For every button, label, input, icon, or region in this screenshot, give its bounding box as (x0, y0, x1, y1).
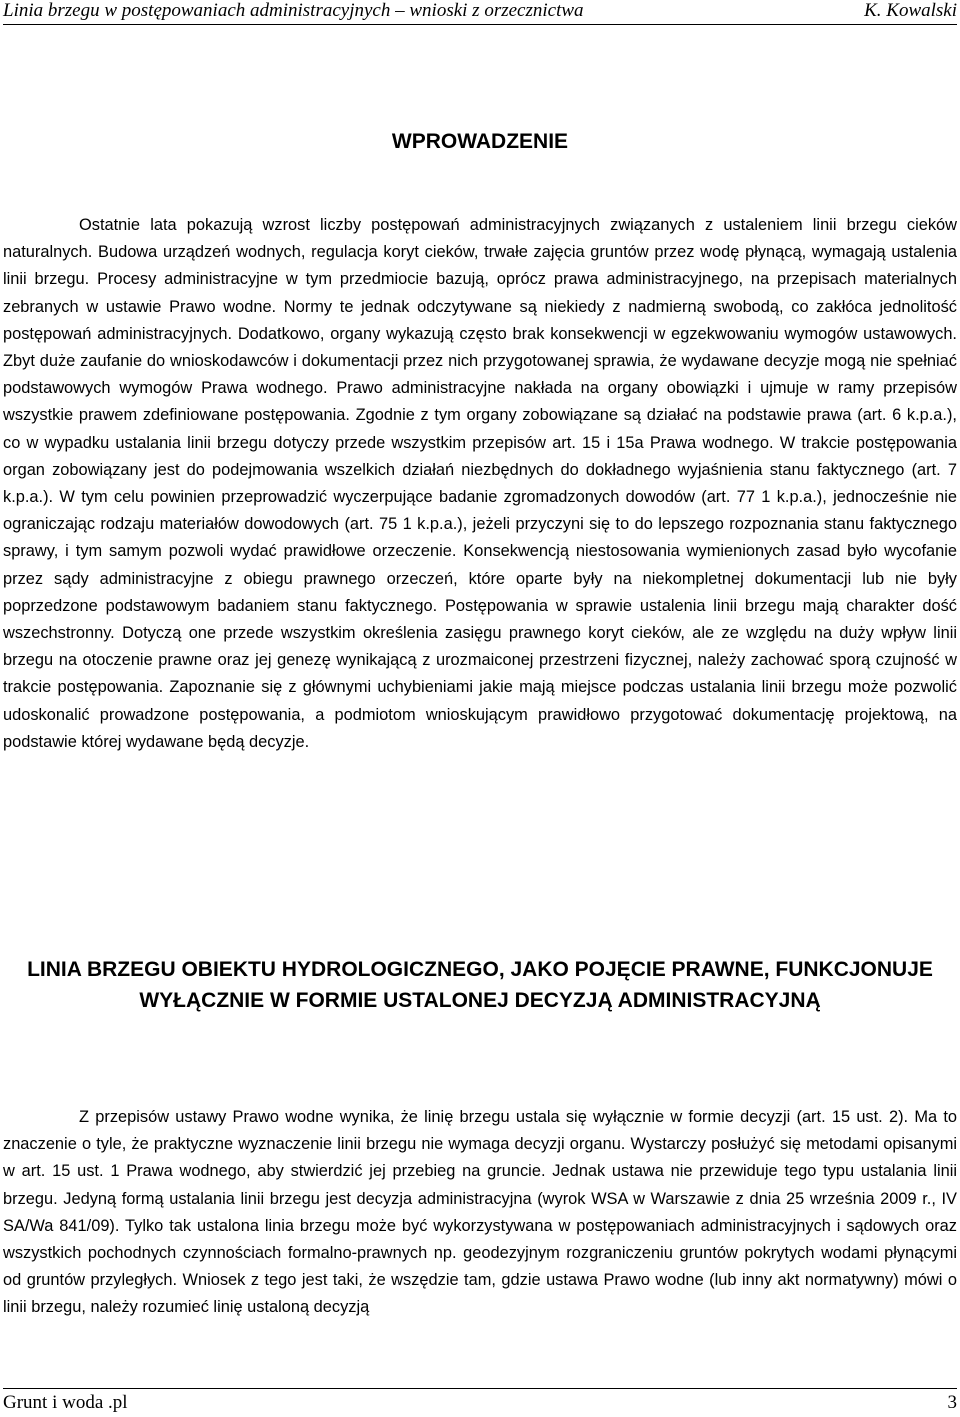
header-title: Linia brzegu w postępowaniach administracyjnych – wnioski z orzecznictwa (3, 0, 584, 21)
footer-site-name: Grunt i woda .pl (3, 1392, 128, 1413)
page-number: 3 (947, 1392, 957, 1413)
header-author: K. Kowalski (864, 0, 957, 21)
section-paragraph-introduction: Ostatnie lata pokazują wzrost liczby postępowań administracyjnych związanych z ustaleniem linii brzegu cieków naturalnych. Budowa urządzeń wodnych, regulacja koryt cieków, trwałe zajęcia gruntów przez wodę płynącą, wymagają ustalenia linii brzegu. Procesy administracyjne w tym przedmiocie bazują, oprócz prawa administracyjnego, na przepisach materialnych zebranych w ustawie Prawo wodne. Normy te jednak odczytywane są niekiedy z nadmierną swobodą, co zakłóca jednolitość postępowań administracyjnych. Dodatkowo, organy wykazują często brak konsekwencji w egzekwowaniu wymogów ustawowych. Zbyt duże zaufanie do wnioskodawców i dokumentacji przez nich przygotowanej sprawia, że wydawane decyzje mogą nie spełniać podstawowych wymogów Prawa wodnego. Prawo administracyjne nakłada na organy obowiązki i ujmuje w ramy przepisów wszystkie prawem zdefiniowane postępowania. Zgodnie z tym organy zobowiązane są działać na podstawie prawa (art. 6 k.p.a.), co w wypadku ustalania linii brzegu dotyczy przede wszystkim przepisów art. 15 i 15a Prawa wodnego. W trakcie postępowania organ zobowiązany jest do podejmowania wszelkich działań niezbędnych do dokładnego wyjaśnienia stanu faktycznego (art. 7 k.p.a.). W tym celu powinien przeprowadzić wyczerpujące badanie zgromadzonych dowodów (art. 77 1 k.p.a.), jednocześnie nie ograniczając rodzaju materiałów dowodowych (art. 75 1 k.p.a.), jeżeli przyczyni się to do lepszego rozpoznania stanu faktycznego sprawy, i tym samym pozwoli wydać prawidłowe orzeczenie. Konsekwencją niestosowania wymienionych zasad było wycofanie przez sądy administracyjne z obiegu prawnego orzeczeń, które oparte były na niekompletnej dokumentacji lub nie były poprzedzone podstawowym badaniem stanu faktycznego. Postępowania w sprawie ustalenia linii brzegu mają charakter dość wszechstronny. Dotyczą one przede wszystkim określenia zasięgu prawnego koryt cieków, ale ze względu na duży wpływ linii brzegu na otoczenie prawne oraz jej genezę wynikającą z urozmaiconej przestrzeni fizycznej, należy zachować sporą czujność w trakcie postępowania. Zapoznanie się z głównymi uchybieniami jakie mają miejsce podczas ustalania linii brzegu może pozwolić udoskonalić prowadzone postępowania, a podmiotom wnioskującym prawidłowo przygotować dokumentację projektową, na podstawie której wydawane będą decyzje. (3, 216, 957, 751)
section-paragraph-shoreline: Z przepisów ustawy Prawo wodne wynika, że linię brzegu ustala się wyłącznie w formie decyzji (art. 15 ust. 2). Ma to znaczenie o tyle, że praktyczne wyznaczenie linii brzegu nie wymaga decyzji organu. Wystarczy posłużyć się metodami opisanymi w art. 15 ust. 1 Prawa wodnego, aby stwierdzić jej przebieg na gruncie. Jednak ustawa nie przewiduje tego typu ustalania linii brzegu. Jedyną formą ustalania linii brzegu jest decyzja administracyjna (wyrok WSA w Warszawie z dnia 25 września 2009 r., IV SA/Wa 841/09). Tylko tak ustalona linia brzegu może być wykorzystywana w postępowaniach administracyjnych i sądowych oraz wszystkich pochodnych czynnościach formalno-prawnych np. geodezyjnym rozgraniczeniu gruntów pokrytych wodami płynącymi od gruntów przyległych. Wniosek z tego jest taki, że wszędzie tam, gdzie ustawa Prawo wodne (lub inny akt normatywny) mówi o linii brzegu, należy rozumieć linię ustaloną decyzją (3, 1108, 957, 1317)
section-heading-shoreline: LINIA BRZEGU OBIEKTU HYDROLOGICZNEGO, JAKO POJĘCIE PRAWNE, FUNKCJONUJE WYŁĄCZNIE W FORMIE USTALONEJ DECYZJĄ ADMINISTRACYJNĄ (27, 958, 933, 1012)
page-footer (3, 1388, 957, 1417)
running-header (3, 0, 957, 25)
section-heading-introduction: WPROWADZENIE (391, 130, 569, 153)
